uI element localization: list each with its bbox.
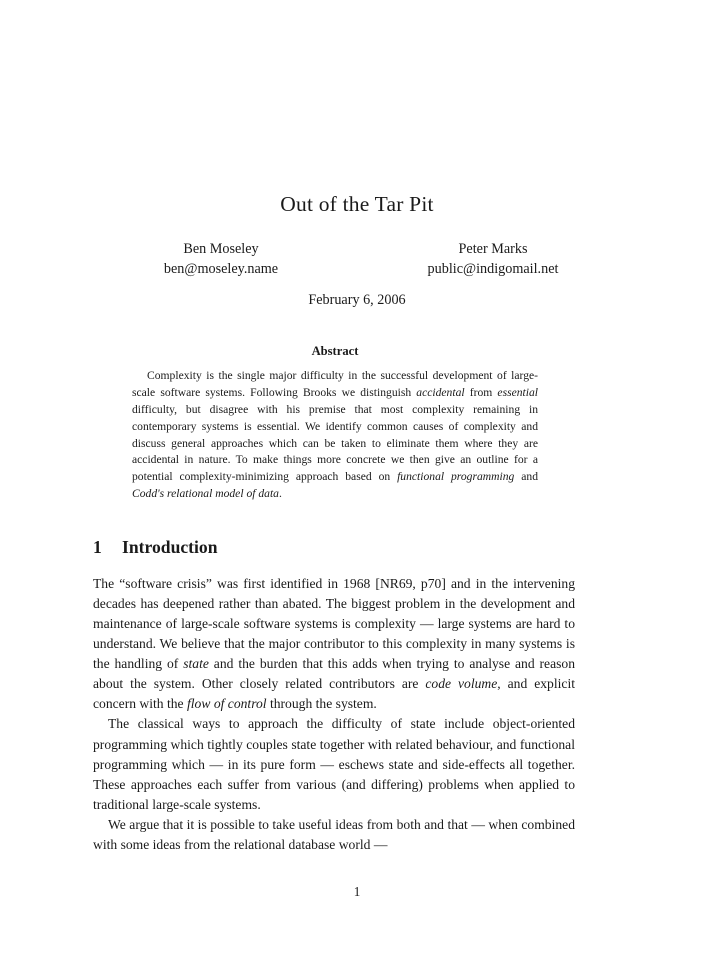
abstract-emphasis-essential: essential [497, 385, 538, 399]
publication-date: February 6, 2006 [308, 292, 406, 308]
section-heading-introduction [93, 537, 575, 558]
section-number: 1 [93, 537, 102, 557]
abstract-text-1: Complexity is the single major difficulty in the successful development of large-scale software systems. Following Brooks we distinguish [132, 369, 538, 399]
paragraph-1-emphasis-code-volume: code volume [425, 676, 498, 692]
abstract-section [132, 344, 538, 503]
abstract-text-3: difficulty, but disagree with his premise that most complexity remaining in contemporary systems is essential. We identify common causes of complexity and discuss general approaches which can be taken to eliminate them where they are accidental in nature. To make things more concrete we then give an outline for a potential complexity-minimizing approach based on [132, 402, 538, 484]
paragraph-1-emphasis-flow-of-control: flow of control [187, 696, 267, 712]
section-title: Introduction [122, 537, 218, 557]
author-name: Peter Marks [458, 241, 528, 257]
page-title: Out of the Tar Pit [280, 192, 434, 216]
author-name: Ben Moseley [183, 241, 259, 257]
abstract-emphasis-codd: Codd's relational model of data [132, 487, 279, 501]
title-block [0, 192, 714, 218]
paragraph-1-text-3: , and explicit concern with the [93, 676, 575, 712]
abstract-body [132, 368, 538, 503]
abstract-emphasis-accidental: accidental [416, 385, 465, 399]
author-email: ben@moseley.name [163, 261, 279, 278]
author-entry-1 [131, 239, 311, 279]
author-list [0, 239, 714, 279]
abstract-emphasis-functional-programming: functional programming [397, 470, 515, 484]
author-entry-2 [403, 239, 583, 279]
paragraph-1-text-2: and the burden that this adds when trying to analyse and reason about the system. Other closely related contributors are [93, 656, 576, 692]
paragraph-3: We argue that it is possible to take useful ideas from both and that — when combined with some ideas from the relational database world — [93, 816, 575, 852]
abstract-text-2: from [464, 385, 498, 399]
author-email: public@indigomail.net [427, 261, 559, 278]
paragraph-1-emphasis-state: state [183, 656, 209, 672]
body-content [93, 574, 575, 855]
abstract-text-4: and [514, 470, 538, 484]
paragraph-1-text-1: The “software crisis” was first identified in 1968 [NR69, p70] and in the intervening decades has deepened rather than abated. The biggest problem in the development and maintenance of large-scale software systems is complexity — large systems are hard to understand. We believe that the major contributor to this complexity in many systems is the handling of [93, 576, 575, 672]
page-number-footer: 1 [353, 884, 361, 899]
paragraph-1 [93, 574, 575, 714]
paragraph-2: The classical ways to approach the difficulty of state include object-oriented programming which tightly couples state together with related behaviour, and functional programming which — in its pure form — eschews state and side-effects all together. These approaches each suffer from various (and differing) problems when applied to traditional large-scale systems. [93, 716, 575, 812]
abstract-text-5: . [278, 487, 282, 501]
paragraph-1-text-4: through the system. [266, 696, 377, 712]
abstract-heading: Abstract [311, 344, 359, 358]
